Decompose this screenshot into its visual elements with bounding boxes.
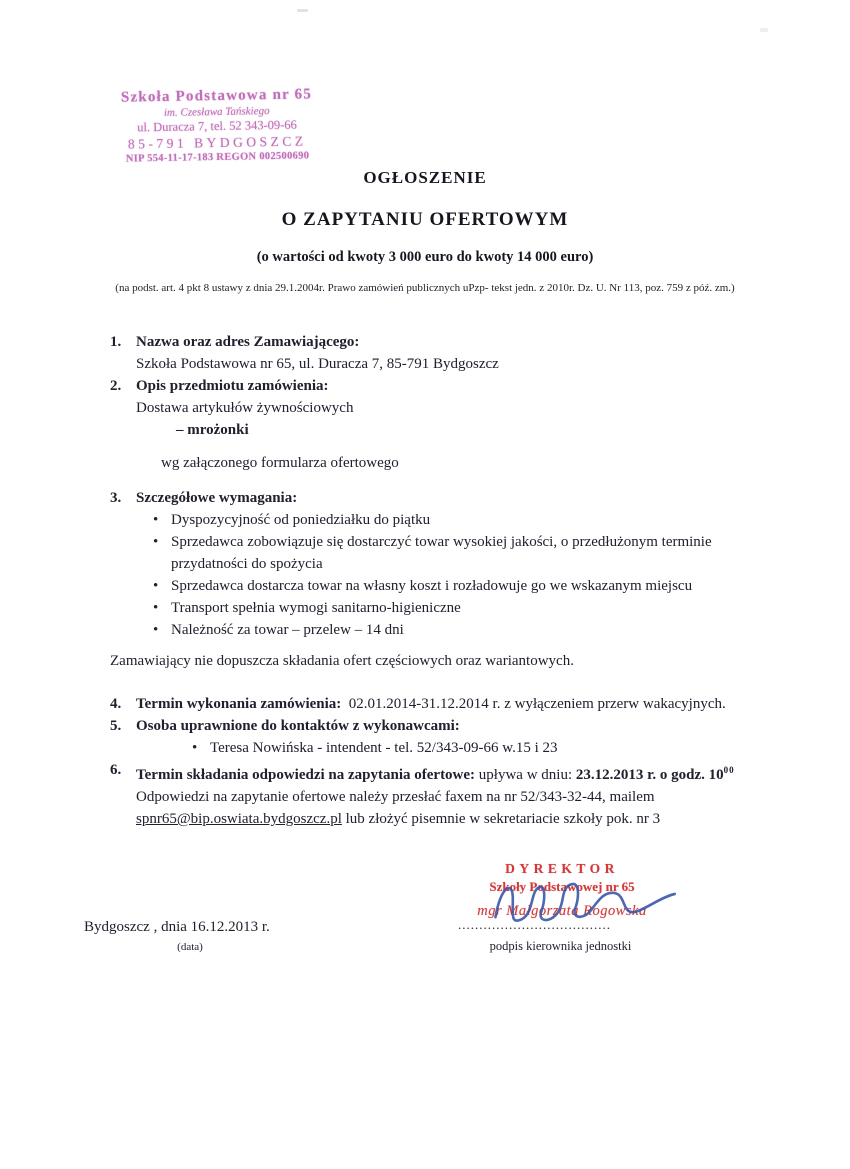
bullet-text: • Sprzedawca zobowiązuje się dostarczyć towar wysokiej jakości, o przedłużonym terminie przydatności do spożycia: [171, 534, 712, 572]
item-number: 5.: [110, 718, 122, 734]
contact-bullet: [136, 737, 745, 759]
document-body: [110, 331, 745, 830]
item2-emphasis: – mrożonki: [176, 422, 249, 438]
scan-artifact: [760, 28, 768, 32]
list-item-5: [110, 715, 745, 759]
list-item-4: [110, 693, 745, 715]
item6-submit-note: lub złożyć pisemnie w sekretariacie szkoły pok. nr 3: [345, 811, 661, 827]
stamp-school-name: Szkoła Podstawowa nr 65: [120, 86, 313, 106]
requirement-bullet: [136, 509, 745, 531]
requirement-bullet: [136, 531, 745, 575]
item1-heading: Nazwa oraz adres Zamawiającego:: [136, 334, 360, 350]
item-number: 1.: [110, 334, 122, 350]
item5-heading: Osoba uprawnione do kontaktów z wykonawcami:: [136, 718, 460, 734]
legal-basis-line: (na podst. art. 4 pkt 8 ustawy z dnia 29.1.2004r. Prawo zamówień publicznych uPzp- tekst jedn. z 2010r. Dz. U. Nr 113, poz. 759 z póź. zm.): [115, 282, 735, 294]
item-number: 2.: [110, 378, 122, 394]
signature-dotted-line: ....................................: [458, 917, 611, 932]
date-caption: (data): [177, 941, 203, 953]
item-number: 6.: [110, 762, 122, 778]
item-number: 3.: [110, 490, 122, 506]
item3-heading: Szczegółowe wymagania:: [136, 490, 298, 506]
item-number: 4.: [110, 696, 122, 712]
document-title: OGŁOSZENIE: [363, 168, 487, 187]
document-title-block: [0, 168, 850, 294]
stamp-street-phone: ul. Duracza 7, tel. 52 343-09-66: [137, 117, 297, 135]
requirement-bullet: [136, 619, 745, 641]
stamp-director-name: mgr Małgorzata Rogowska: [477, 903, 647, 919]
item4-dates: 02.01.2014-31.12.2014 r. z wyłączeniem przerw wakacyjnych.: [348, 696, 726, 712]
item6-email-line: [136, 808, 745, 830]
value-range-line: (o wartości od kwoty 3 000 euro do kwoty 14 000 euro): [256, 249, 594, 265]
list-item-3: [110, 487, 745, 641]
list-item-6: [110, 759, 745, 830]
stamp-director-title: DYREKTOR: [505, 861, 619, 876]
list-item-2: [110, 375, 745, 474]
bullet-text: • Transport spełnia wymogi sanitarno-higieniczne: [171, 600, 461, 616]
no-partial-offers-note: Zamawiający nie dopuszcza składania ofert częściowych oraz wariantowych.: [110, 653, 574, 669]
document-subtitle: O ZAPYTANIU OFERTOWYM: [281, 209, 569, 230]
scan-artifact: [297, 9, 308, 12]
item2-body: Dostawa artykułów żywnościowych: [136, 400, 354, 416]
requirement-bullet: [136, 575, 745, 597]
item6-fax-line: Odpowiedzi na zapytanie ofertowe należy przesłać faxem na nr 52/343-32-44, mailem: [136, 789, 655, 805]
requirement-bullet: [136, 597, 745, 619]
item6-deadline-line: [136, 759, 745, 786]
signature-caption: podpis kierownika jednostki: [489, 939, 632, 953]
item6-mid: upływa w dniu:: [478, 767, 573, 783]
bullet-text: • Sprzedawca dostarcza towar na własny koszt i rozładowuje go we wskazanym miejscu: [171, 578, 693, 594]
contact-person: • Teresa Nowińska - intendent - tel. 52/343-09-66 w.15 i 23: [210, 740, 558, 756]
item6-deadline: 23.12.2013 r. o godz. 10: [575, 767, 724, 783]
item6-heading: Termin składania odpowiedzi na zapytania ofertowe:: [136, 767, 476, 783]
stamp-city-line: 85-791 BYDGOSZCZ: [127, 133, 307, 152]
stamp-school-line: Szkoły Podstawowej nr 65: [489, 879, 635, 894]
item1-body: Szkoła Podstawowa nr 65, ul. Duracza 7, 85-791 Bydgoszcz: [136, 356, 499, 372]
email-link: spnr65@bip.oswiata.bydgoszcz.pl: [136, 811, 342, 827]
bullet-text: • Należność za towar – przelew – 14 dni: [171, 622, 404, 638]
stamp-patron-line: im. Czesława Tańskiego: [163, 105, 270, 119]
school-address-stamp: [91, 86, 342, 165]
item2-heading: Opis przedmiotu zamówienia:: [136, 378, 329, 394]
list-item-1: [110, 331, 745, 375]
deadline-hour-superscript: 00: [723, 765, 735, 775]
place-date-line: Bydgoszcz , dnia 16.12.2013 r.: [84, 919, 270, 935]
stamp-nip-regon: NIP 554-11-17-183 REGON 002500690: [125, 150, 310, 165]
bullet-text: • Dyspozycyjność od poniedziałku do piątku: [171, 512, 431, 528]
item2-attachment-note: wg załączonego formularza ofertowego: [161, 455, 399, 471]
item4-heading: Termin wykonania zamówienia:: [136, 696, 342, 712]
